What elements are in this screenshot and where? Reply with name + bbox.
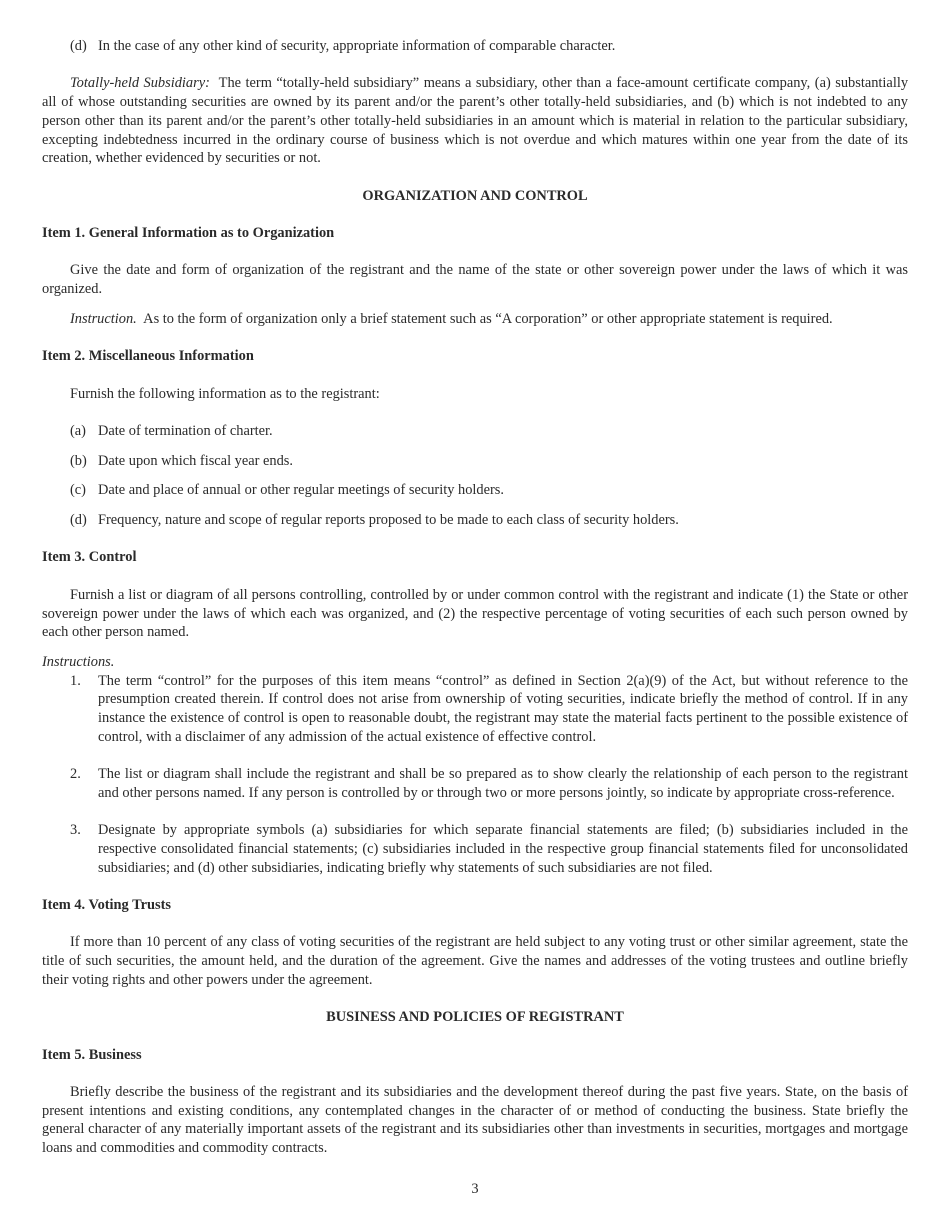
section-title-organization: ORGANIZATION AND CONTROL bbox=[362, 187, 588, 204]
list-text: Date upon which fiscal year ends. bbox=[98, 452, 294, 469]
item2-list-item-b bbox=[42, 452, 908, 471]
item2-intro: Furnish the following information as to the registrant: bbox=[70, 385, 380, 402]
list-label: (d) bbox=[70, 38, 87, 54]
item3-instruction-3 bbox=[42, 821, 908, 877]
instruction-number: 2. bbox=[70, 766, 81, 783]
list-label: (c) bbox=[70, 482, 86, 499]
page-content bbox=[42, 37, 908, 1158]
item3-instruction-1 bbox=[42, 672, 908, 747]
item2-list-item-a bbox=[42, 422, 908, 441]
instruction-text: The term “control” for the purposes of this item means “control” as defined in Section 2(a)(9) of the Act, but without reference to the presumption created therein. If control does not arise from ownership of voting securities, indicate briefly the method of control. If in any instance the existence of control is open to reasonable doubt, the registrant may state the material facts pertinent to the possible existence of control, with a disclaimer of any admission of the actual existence of effective control. bbox=[98, 672, 908, 745]
list-text: Frequency, nature and scope of regular reports proposed to be made to each class of security holders. bbox=[98, 512, 679, 529]
instruction-text: As to the form of organization only a brief statement such as “A corporation” or other appropriate statement is required. bbox=[143, 310, 833, 327]
section-title-business: BUSINESS AND POLICIES OF REGISTRANT bbox=[326, 1009, 624, 1026]
item2-list-item-c bbox=[42, 481, 908, 500]
item2-heading: Item 2. Miscellaneous Information bbox=[42, 348, 254, 365]
item1-instruction bbox=[42, 310, 908, 329]
item1-heading: Item 1. General Information as to Organization bbox=[42, 224, 335, 241]
list-text: Date and place of annual or other regular meetings of security holders. bbox=[98, 482, 504, 499]
item4-heading: Item 4. Voting Trusts bbox=[42, 897, 172, 914]
instruction-text: The list or diagram shall include the registrant and shall be so prepared as to show clearly the relationship of each person to the registrant and other persons named. If any person is controlled by or through two or more persons jointly, so indicate by appropriate cross-reference. bbox=[98, 766, 908, 801]
list-label: (d) bbox=[70, 512, 87, 529]
list-text: In the case of any other kind of security, appropriate information of comparable character. bbox=[98, 38, 616, 54]
item5-body: Briefly describe the business of the registrant and its subsidiaries and the development thereof during the past five years. State, on the basis of present intentions and existing conditions, any contemplated changes in the character of or method of conducting the business. State briefly the general character of any materially important assets of the registrant and its subsidiaries other than investments in securities, mortgages and mortgage loans and commodities and commodity contracts. bbox=[42, 1084, 908, 1157]
instruction-number: 3. bbox=[70, 822, 81, 839]
instruction-text: Designate by appropriate symbols (a) subsidiaries for which separate financial statements are filed; (b) subsidiaries included in the respective consolidated financial statements; (c) subsidiaries included in the respective group financial statements filed for unconsolidated subsidiaries; and (d) other subsidiaries, indicating briefly why statements of such subsidiaries are not filed. bbox=[98, 822, 908, 876]
instruction-label: Instruction. bbox=[70, 310, 137, 327]
instruction-number: 1. bbox=[70, 672, 81, 689]
item4-body: If more than 10 percent of any class of voting securities of the registrant are held subject to any voting trust or other similar agreement, state the title of such securities, the amount held, and the duration of the agreement. Give the names and addresses of the voting trustees and outline briefly their voting rights and other powers under the agreement. bbox=[42, 934, 908, 988]
list-label: (b) bbox=[70, 452, 87, 469]
item3-instructions-label: Instructions. bbox=[42, 653, 115, 670]
item5-heading: Item 5. Business bbox=[42, 1046, 142, 1063]
page-number: 3 bbox=[471, 1181, 479, 1197]
definition-text: The term “totally-held subsidiary” means a subsidiary, other than a face-amount certificate company, (a) substantially all of whose outstanding securities are owned by its parent and/or the parent’s other totally-held subsidiaries, and (b) which is not indebted to any person other than its parent and/or the parent’s other totally-held subsidiaries in an amount which is material in relation to the particular subsidiary, excepting indebtedness incurred in the ordinary course of business which is not overdue and which matures within one year from the date of its creation, whether evidenced by securities or not. bbox=[42, 75, 909, 167]
item3-body: Furnish a list or diagram of all persons controlling, controlled by or under common control with the registrant and indicate (1) the State or other sovereign power under the laws of which each was organized, and (2) the respective percentage of voting securities of each such person owned by each other person named. bbox=[42, 586, 908, 641]
totally-held-definition bbox=[42, 74, 908, 168]
item1-body: Give the date and form of organization of the registrant and the name of the state or other sovereign power under the laws of which it was organized. bbox=[42, 262, 908, 298]
item3-heading: Item 3. Control bbox=[42, 549, 137, 566]
intro-item-d bbox=[42, 37, 908, 56]
item3-instruction-2 bbox=[42, 765, 908, 802]
list-label: (a) bbox=[70, 422, 86, 439]
list-text: Date of termination of charter. bbox=[98, 422, 273, 439]
item2-list-item-d bbox=[42, 511, 908, 530]
definition-term: Totally-held Subsidiary: bbox=[70, 75, 210, 92]
